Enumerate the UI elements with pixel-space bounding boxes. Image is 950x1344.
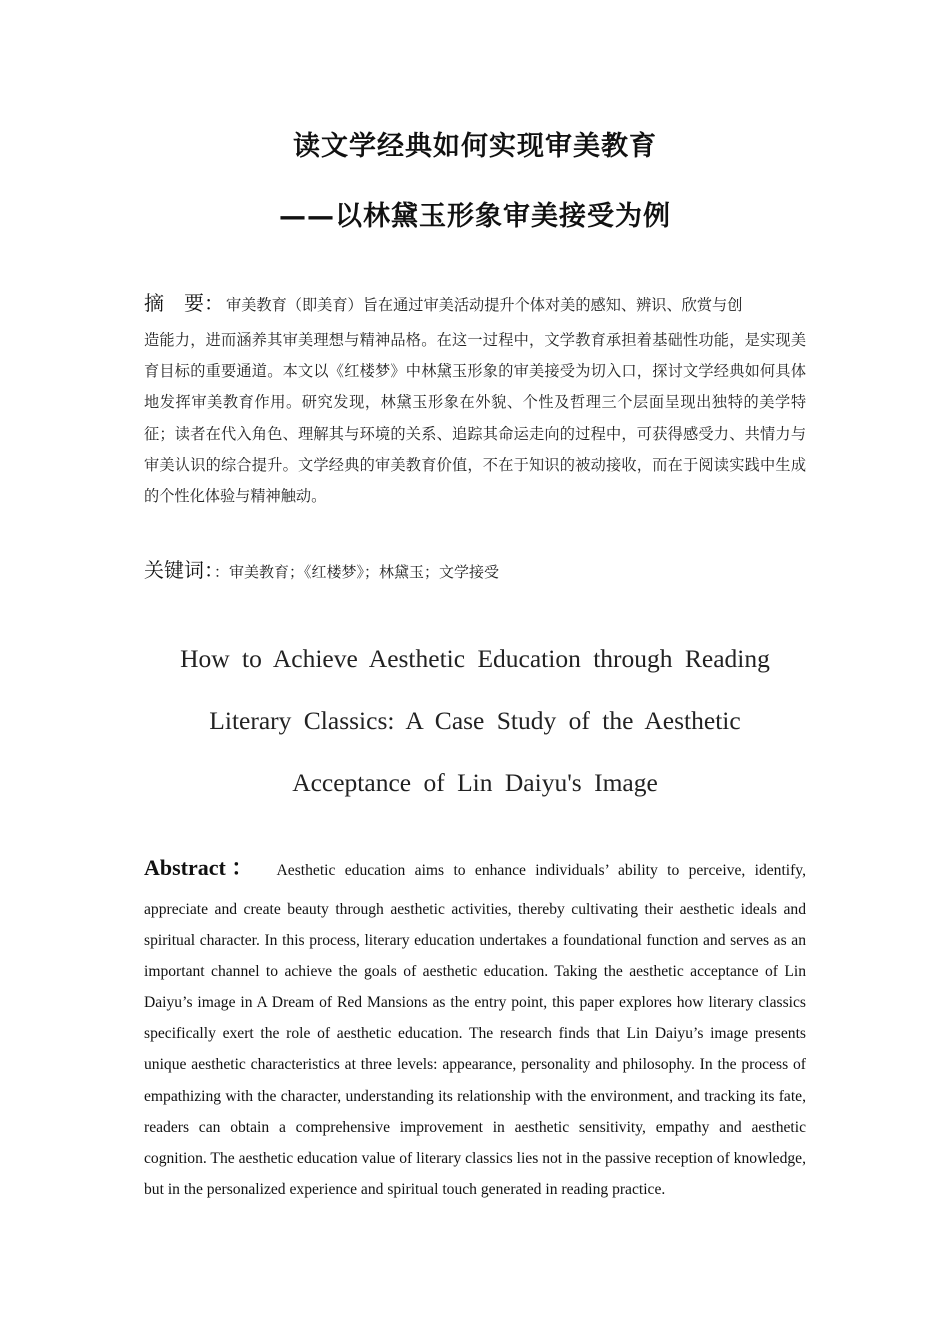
english-abstract-label: Abstract： [144,855,259,880]
chinese-abstract [144,285,806,512]
chinese-abstract-label: 摘 要： [144,291,224,315]
english-abstract [144,850,806,1205]
chinese-keywords [144,554,806,583]
english-title [150,628,800,814]
english-title-line-3: Acceptance of Lin Daiyu's Image [292,768,658,797]
keywords-label: 关键词： [144,558,214,582]
chinese-title: 读文学经典如何实现审美教育 [293,131,657,162]
chinese-abstract-body: 造能力，进而涵养其审美理想与精神品格。在这一过程中，文学教育承担着基础性功能，是实现美育目标的重要通道。本文以《红楼梦》中林黛玉形象的审美接受为切入口，探讨文学经典如何具体地发挥审美教育作用。研究发现，林黛玉形象在外貌、个性及哲理三个层面呈现出独特的美学特征；读者在代入角色、理解其与环境的关系、追踪其命运走向的过程中，可获得感受力、共情力与审美认识的综合提升。文学经典的审美教育价值，不在于知识的被动接收，而在于阅读实践中生成的个性化体验与精神触动。 [144,331,806,506]
english-title-line-2: Literary Classics: A Case Study of the Aesthetic [209,706,741,735]
english-title-line-1: How to Achieve Aesthetic Education through Reading [180,644,770,673]
chinese-abstract-lead: 审美教育（即美育）旨在通过审美活动提升个体对美的感知、辨识、欣赏与创 [226,296,743,314]
english-abstract-first-line [144,850,806,886]
chinese-subtitle: ——以林黛玉形象审美接受为例 [279,201,671,232]
english-abstract-body: appreciate and create beauty through aesthetic activities, thereby cultivating their aesthetic ideals and spiritual character. In this process, literary education undertakes a foundational function and serves as an important channel to achieve the goals of aesthetic education. Taking the aesthetic acceptance of Lin Daiyu’s image in A Dream of Red Mansions as the entry point, this paper explores how literary classics specifically exert the role of aesthetic education. The research finds that Lin Daiyu’s image presents unique aesthetic characteristics at three levels: appearance, personality and philosophy. In the process of empathizing with the character, understanding its relationship with the environment, and tracking its fate, readers can obtain a comprehensive improvement in aesthetic sensitivity, empathy and aesthetic cognition. The aesthetic education value of literary classics lies not in the passive reception of knowledge, but in the personalized experience and spiritual touch generated in reading practice. [144,901,806,1198]
keywords-value: ：审美教育；《红楼梦》；林黛玉；文学接受 [214,563,500,581]
english-abstract-lead: Aesthetic education aims to enhance individuals’ ability to perceive, identify, [276,862,806,879]
chinese-abstract-first-line [144,285,806,321]
